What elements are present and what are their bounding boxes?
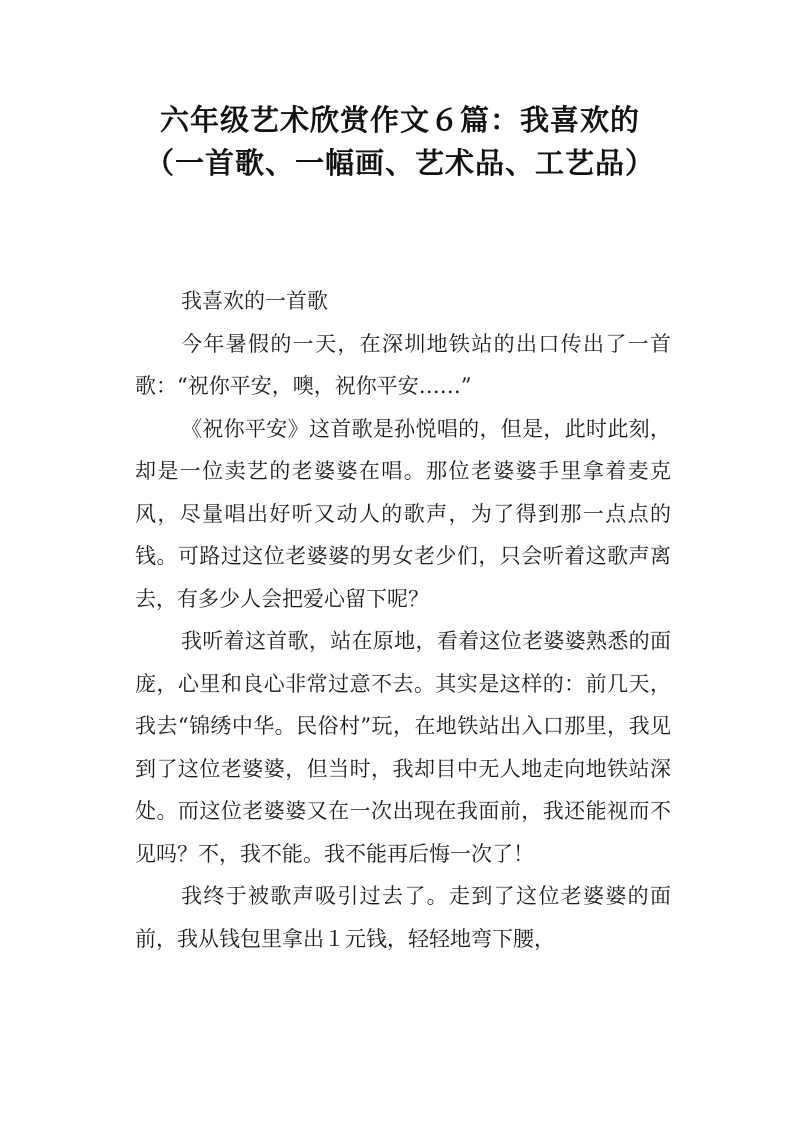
section-heading: 我喜欢的一首歌	[181, 289, 328, 313]
document-title-line-1: 六年级艺术欣赏作文６篇：我喜欢的	[159, 103, 640, 137]
document-title-line-2: （一首歌、一幅画、艺术品、工艺品）	[144, 146, 655, 180]
paragraph-1: 今年暑假的一天，在深圳地铁站的出口传出了一首歌：“祝你平安，噢，祝你平安……”	[135, 331, 671, 398]
paragraph-4: 我终于被歌声吸引过去了。走到了这位老婆婆的面前，我从钱包里拿出１元钱，轻轻地弯下腰，	[135, 884, 671, 951]
document-body	[135, 280, 671, 960]
paragraph-3: 我听着这首歌，站在原地，看着这位老婆婆熟悉的面庞，心里和良心非常过意不去。其实是这样的：前几天，我去“锦绣中华。民俗村”玩，在地铁站出入口那里，我见到了这位老婆婆，但当时，我却目中无人地走向地铁站深处。而这位老婆婆又在一次出现在我面前，我还能视而不见吗？不，我不能。我不能再后悔一次了！	[135, 629, 671, 866]
paragraph-2: 《祝你平安》这首歌是孙悦唱的，但是，此时此刻，却是一位卖艺的老婆婆在唱。那位老婆婆手里拿着麦克风，尽量唱出好听又动人的歌声，为了得到那一点点的钱。可路过这位老婆婆的男女老少们，只会听着这歌声离去，有多少人会把爱心留下呢？	[135, 416, 671, 611]
